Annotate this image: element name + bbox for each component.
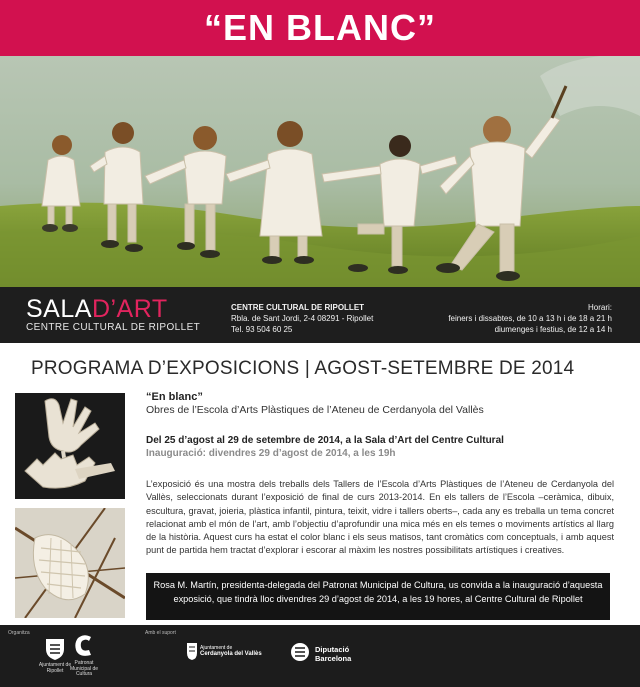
- cerdanyola-shield-icon: [186, 641, 198, 661]
- hero-painting: [0, 56, 640, 287]
- venue-info-bar: [0, 287, 640, 343]
- white-hands-sculpture-image: [15, 393, 125, 499]
- opening-hours: [448, 302, 612, 335]
- exhibition-dates: Del 25 d’agost al 29 de setembre de 2014, a la Sala d’Art del Centre Cultural: [146, 435, 504, 446]
- hours-weekdays: feiners i dissabtes, de 10 a 13 h i de 18 a 21 h: [448, 314, 612, 323]
- diputacio-line-1: Diputació: [315, 645, 350, 654]
- diputacio-logo-text: [315, 645, 351, 663]
- venue-street: Rbla. de Sant Jordi, 2-4 08291 - Ripollet: [231, 314, 374, 323]
- children-painting-image: [0, 56, 640, 287]
- logo-subtitle: CENTRE CULTURAL DE RIPOLLET: [26, 322, 201, 333]
- organitza-label: Organitza: [8, 630, 30, 636]
- invitation-box: Rosa M. Martín, presidenta-delegada del Patronat Municipal de Cultura, us convida a la inauguració d’aquesta exposició, que tindrà lloc divendres 29 d’agost de 2014, a les 19 hores, al Centre Cultural de Ripollet: [146, 573, 610, 620]
- exhibition-title: “En blanc”: [146, 391, 203, 403]
- cerdanyola-name: Cerdanyola del Vallès: [200, 651, 262, 657]
- ajuntament-ripollet-label: Ajuntament de Ripollet: [38, 662, 72, 674]
- patronat-c-logo-icon: [74, 633, 94, 659]
- cerdanyola-top: Ajuntament de: [200, 645, 233, 651]
- venue-phone: Tel. 93 504 60 25: [231, 325, 293, 334]
- suport-label: Amb el suport: [145, 630, 176, 636]
- diputacio-emblem-icon: [290, 641, 310, 663]
- programa-heading: PROGRAMA D’EXPOSICIONS | AGOST-SETEMBRE DE 2014: [31, 358, 575, 379]
- artwork-thumbnail-hands: [15, 393, 125, 499]
- exhibition-subtitle: Obres de l’Escola d’Arts Plàstiques de l’Ateneu de Cerdanyola del Vallès: [146, 404, 484, 416]
- logo-wordmark: SALAD’ART: [26, 295, 168, 323]
- sponsors-footer: [0, 625, 640, 687]
- venue-address: [231, 302, 373, 335]
- ripollet-shield-icon: [44, 637, 66, 661]
- sala-dart-logo: [26, 296, 200, 333]
- venue-name: CENTRE CULTURAL DE RIPOLLET: [231, 303, 365, 312]
- title-banner: [0, 0, 640, 56]
- hours-sundays: diumenges i festius, de 12 a 14 h: [494, 325, 612, 334]
- cerdanyola-logo-text: [200, 645, 262, 657]
- white-weave-sculpture-image: [15, 508, 125, 618]
- diputacio-line-2: Barcelona: [315, 654, 352, 663]
- exhibition-description: L’exposició és una mostra dels treballs dels Tallers de l’Escola d’Arts Plàstiques de l’Ateneu de Cerdanyola del Vallès, seleccionats durant l’exposició de final de curs 2013-2014. En els tallers de l’Escola –ceràmica, dibuix, escultura, gravat, joieria, plàstica infantil, pintura, teixit, vidre i tallers oberts–, cada any es treballa un tema concret relacionat amb el món de l’art, amb l’objectiu d’aprofundir una mica més en els temes o moviments artístics al llarg de la història. Aquest curs ha estat el color blanc i els seus matisos, tant cromàtics com conceptuals, i amb aquest punt de partida hem tractat d’explorar i escorar al màxim les nostres possibilitats artístiques i creatives.: [146, 479, 614, 556]
- exhibition-banner-title: “EN BLANC”: [204, 7, 436, 48]
- exhibition-inauguration: Inauguració: divendres 29 d’agost de 2014, a les 19h: [146, 448, 396, 459]
- artwork-thumbnail-weave: [15, 508, 125, 618]
- exhibition-details: [146, 391, 614, 558]
- patronat-label: Patronat Municipal de Cultura: [69, 660, 99, 677]
- hours-label: Horari:: [587, 303, 612, 312]
